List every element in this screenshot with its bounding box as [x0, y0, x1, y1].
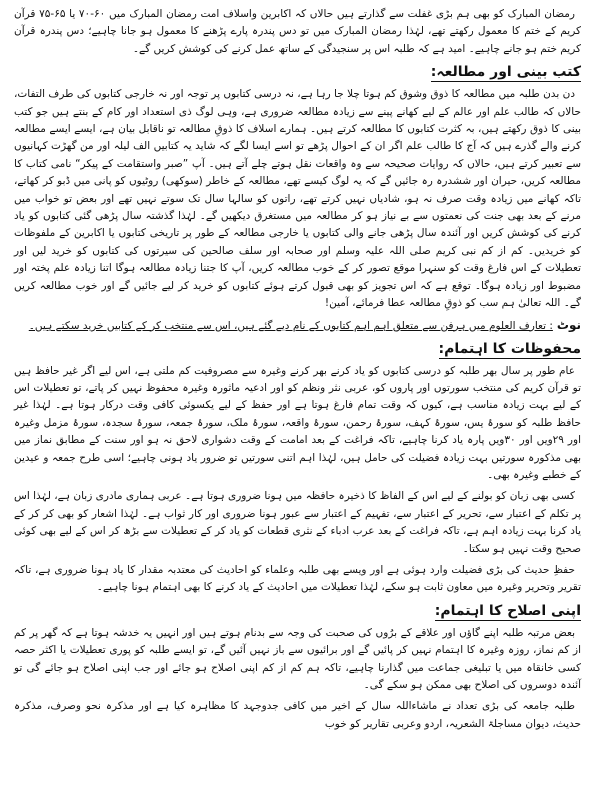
heading-memorization	[14, 339, 581, 359]
paragraph-arabic-vocabulary: کسی بھی زبان کو بولنے کے لیے اس کے الفاظ کا ذخیرہ حافظہ میں ہونا ضروری ہوتا ہے۔ عربی ہماری مادری زبان ہے، لہٰذا اس پر تکلم کے اعتبار سے، تحریر کے اعتبار سے، تفہیم کے اعتبار سے عبور ہونا ضروری اور کار ثواب ہے۔ لہٰذا اشعار کو بھی کر کر کے یاد کرنا بہت زیادہ اہم ہے، تاکہ فراغت کے بعد عرب ادباء کے نثری قطعات کو یاد کر کے تعطیلات سے بڑھ کر اس کے لیے بھی کوئی صحیح وقت نہیں ہو سکتا۔	[14, 490, 581, 555]
paragraph-closing: طلبہ جامعہ کی بڑی تعداد نے ماشاءاللہ سال کے اخیر میں کافی جدوجہد کا مظاہرہ کیا ہے اور مذکرہ نحو وصرف، مذکرہ حدیث، دیوان مساجلۃ الشعریہ، اردو وعربی تقاریر کو خوب	[14, 700, 581, 730]
note-text: : تعارف العلوم میں ہرفن سے متعلق اہم اہم کتابوں کے نام دیے گئے ہیں، اس سے منتخب کر کے کتابیں خرید سکتے ہیں۔	[28, 319, 553, 332]
note	[14, 317, 581, 335]
paragraph-reading: دن بدن طلبہ میں مطالعہ کا ذوق وشوق کم ہوتا چلا جا رہا ہے، نہ درسی کتابوں پر توجہ اور نہ خارجی کتابوں کی طرف التفات، حالاں کہ طالب علم اور عالم کے لیے کھانے پینے سے زیادہ مطالعہ ضروری ہے، وہی لوگ ذی استعداد اور کام کے بنتے ہیں جو کتب بینی کا ذوق رکھتے ہیں، بہ کثرت کتابوں کا مطالعہ کرتے ہیں۔ ہمارے اسلاف کا ذوقِ مطالعہ تو ناقابل بیان ہے، ایسے ایسے مطالعہ کرنے والے گذرے ہیں کہ آج کا طالب علم اگر ان کے احوال پڑھے تو اسے ایسا لگے کہ شاید یہ کتابیں الف لیلہ اور من گھڑت کہانیوں سے تعبیر کرتے ہیں، حالاں کہ روایات صحیحہ سے وہ واقعات نقل ہوتے چلے آتے ہیں۔ آپ ”صبر واستقامت کے پیکر“ نامی کتاب کا مطالعہ کریں، حیران اور ششدرہ رہ جائیں گے کہ یہ لوگ کیسے تھے، مطالعہ کے خاطر (سوکھی) روٹیوں کو پانی میں ڈبو کر کھاتے، تاکہ کھانے میں زیادہ وقت صرف نہ ہو، شادیاں نہیں کرتے تھے، راتوں کو سالہا سال تک سوتے نہیں تھے اور بعض تو خواب میں مرنے کے بعد بھی جنت کی نعمتوں سے بے نیاز ہو کر مطالعہ میں مستغرق دیکھیں گے۔ لہٰذا گذشتہ سال پڑھی گئی کتابوں کو یاد کرنے کی کوشش کریں اور آئندہ سال پڑھی جانے والی کتابوں یا خارجی مطالعہ کے طور پر تاریخی کتابوں یا اکابرین کے ملفوظات کو خریدیں۔ کم از کم نبی کریم صلی اللہ علیہ وسلم اور صحابہ اور سلف صالحین کی سیرتوں کی کتابوں کو خرید لیں اور تعطیلات کے اس فارغ وقت کو سنہرا موقع تصور کر کے خوب مطالعہ کریں، آپ کا جتنا زیادہ مطالعہ ہوگا اتنا زیادہ علم پختہ اور مضبوط اور زیادہ ہوگا۔ توقع ہے کہ اس تجویز کو بھی قبول کرتے ہوئے کتابوں کو خرید کر لیے جائیں گے اور خوب مطالعہ کریں گے۔ اللہ تعالیٰ ہم سب کو ذوقِ مطالعہ عطا فرمائے، آمین!	[14, 88, 581, 310]
heading-reading	[14, 62, 581, 82]
note-label: نوٹ	[556, 317, 581, 332]
heading-reading-text: کتب بینی اور مطالعہ:	[430, 64, 581, 81]
heading-self-reform-text: اپنی اصلاح کا اہتمام:	[434, 602, 581, 619]
paragraph-ramadan: رمضان المبارک کو بھی ہم بڑی غفلت سے گذارتے ہیں حالاں کہ اکابرین واسلاف امت رمضان المبارک میں ۶۰-۷۰ یا ۶۵-۷۵ قرآن کریم کے ختم کا معمول رکھتے تھے، لہٰذا رمضان المبارک میں تو دس پندرہ پارے پڑھنے کا معمول ہو جانا چاہیے؛ دس پندرہ قرآن کریم ختم ہو جانے چاہیے۔ امید ہے کہ طلبہ اس پر سنجیدگی کے ساتھ عمل کرنے کی کوشش کریں گے۔	[14, 8, 581, 55]
paragraph-hadith: حفظِ حدیث کی بڑی فضیلت وارد ہوئی ہے اور ویسے بھی طلبہ وعلماء کو احادیث کی معتدبہ مقدار کا یاد ہونا ضروری ہے، تاکہ تقریر وتحریر وغیرہ میں معاون ثابت ہو سکے، لہٰذا تعطیلات میں احادیث کے یاد کرنے کا بھی اہتمام ہونا چاہیے۔	[14, 563, 581, 594]
paragraph-memorization: عام طور پر سال بھر طلبہ کو درسی کتابوں کو یاد کرنے بھر کرنے وغیرہ سے مصروفیت کم ملتی ہے، اس لیے اگر غیر حافظ ہیں تو قرآن کریم کی منتخب سورتوں اور پاروں کو، عربی نثر ونظم کو اور ادعیہ ماثورہ وغیرہ محفوظ نہیں کر پاتے، تو تعطیلات اس کے لیے بہت زیادہ مناسب ہے، کیوں کہ وقت تمام فارغ ہوتا ہے اور حفظ کے لیے یکسوئی کافی وقت درکار ہوتا ہے۔ لہٰذا غیر حافظ طلبہ کو سورۂ یس، سورۂ کہف، سورۂ رحمن، سورۂ واقعہ، سورۂ ملک، سورۂ جمعہ، سورۂ سجدہ، سورۂ مزمل وغیرہ اور ۲۹ویں اور ۳۰ویں پارہ یاد کرنا چاہیے، تاکہ فراغت کے بعد امامت کے وقت دشواری لاحق نہ ہو اور سنت کے مطابق نماز میں بھی مذکورہ سورتیں بہت زیادہ فضیلت کی حامل ہیں، لہٰذا اہم اتنی سورتیں تو ضرور یاد ہونی چاہیے؛ اسی طرح جمعہ و عیدین کے خطبے وغیرہ بھی۔	[14, 364, 581, 481]
paragraph-self-reform: بعض مرتبہ طلبہ اپنے گاؤں اور علاقے کے برُوں کی صحبت کی وجہ سے بدنام ہوتے ہیں اور انہیں یہ خدشہ ہوتا ہے کہ گھر پر کم از کم نماز، روزہ وغیرہ کا اہتمام نہیں کر پائیں گے اور برائیوں سے باز نہیں آئیں گے، تو ایسے طلبہ کو پوری تعطیلات یا اکثر حصہ کسی خانقاہ میں یا تبلیغی جماعت میں گذارنا چاہیے، تاکہ ہم کم از کم اپنی اصلاح ہو جائے اور جب اپنی اصلاح ہو جائے گی تو آئندہ دوسروں کی اصلاح بھی ممکن ہو سکے گی۔	[14, 626, 581, 691]
heading-self-reform	[14, 601, 581, 621]
heading-memorization-text: محفوظات کا اہتمام:	[438, 340, 581, 357]
